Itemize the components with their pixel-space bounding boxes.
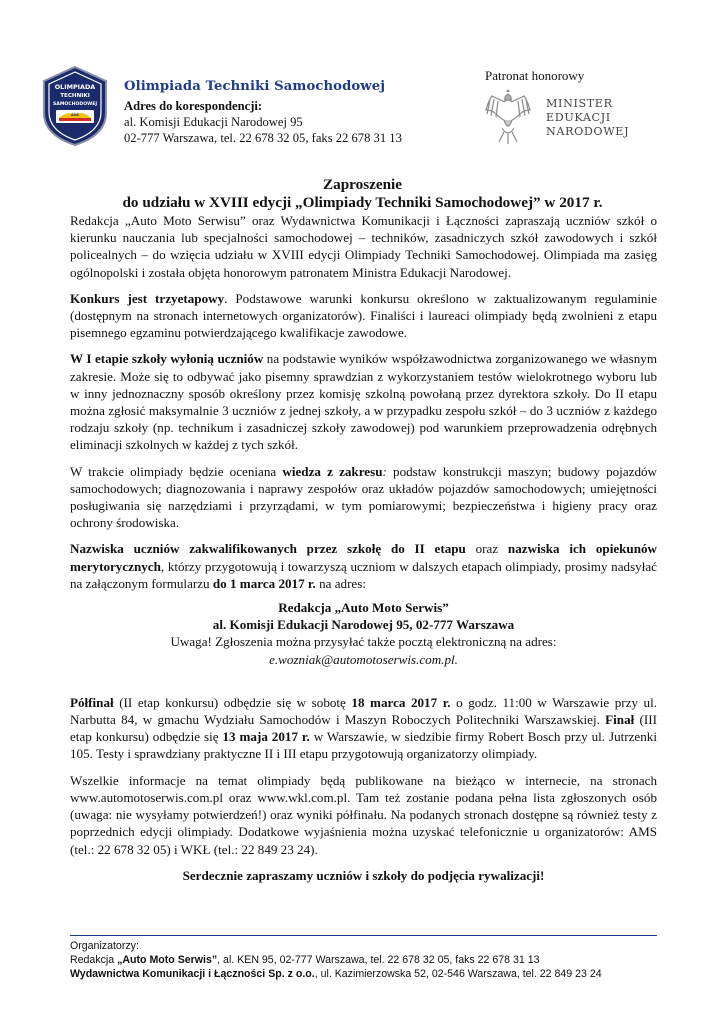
minister-line-1: MINISTER <box>546 97 613 110</box>
dates-text-2: o godz. 11:00 w Warszawie przy ul. Narbutta 84, w gmachu Wydziału Samochodów i Maszyn Roboczych Politechniki Warszawskiej. <box>70 694 658 728</box>
minister-line-2: EDUKACJI <box>546 111 611 124</box>
address-line-2: 02-777 Warszawa, tel. 22 678 32 05, faks 22 678 31 13 <box>124 131 402 145</box>
eagle-emblem-icon <box>482 88 534 146</box>
paragraph-knowledge <box>70 463 657 532</box>
org-title: Olimpiada Techniki Samochodowej <box>124 79 386 94</box>
knowledge-colon: : <box>382 463 387 479</box>
submission-bold-1: Nazwiska uczniów zakwalifikowanych przez szkołę do II etapu <box>70 541 466 557</box>
footer-divider <box>70 935 657 936</box>
knowledge-pre: W trakcie olimpiady będzie oceniana <box>70 463 283 479</box>
submission-email-link[interactable]: e.wozniak@automotoserwis.com.pl. <box>269 651 458 667</box>
semifinal-date: 18 marca 2017 r. <box>351 694 451 710</box>
submission-address-line-1: Redakcja „Auto Moto Serwis” <box>278 600 449 616</box>
logo-text-3: SAMOCHODOWEJ <box>52 102 98 107</box>
title-line-2: do udziału w XVIII edycji „Olimpiady Techniki Samochodowej” w 2017 r. <box>122 194 603 211</box>
correspondence-address <box>124 98 402 146</box>
submission-mid-2: , którzy przygotowują i towarzyszą uczniom w dalszych etapach olimpiady, prosimy nadsyłać na załączonym formularzu <box>70 558 657 591</box>
submission-address-line-2: al. Komisji Edukacji Narodowej 95, 02-777 Warszawa <box>212 617 515 633</box>
svg-text:AMS: AMS <box>71 113 79 117</box>
paragraph-dates <box>70 694 657 763</box>
patron-label: Patronat honorowy <box>485 68 585 83</box>
address-line-1: al. Komisji Edukacji Narodowej 95 <box>124 115 303 129</box>
minister-text <box>546 97 629 139</box>
olympiad-logo <box>40 65 110 147</box>
first-stage-text: na podstawie wyników współzawodnictwa zorganizowanego we własnym zakresie. Może się to odbywać jako pisemny sprawdzian z wykorzystaniem testów wielokrotnego wyboru lub w inny jednoznaczny sposób określony przez komisję szkolną powołaną przez dyrektora szkoły. Do II etapu można zgłosić maksymalnie 3 uczniów z jednej szkoły, a w przypadku zespołu szkół – do 3 uczniów z każdego rodzaju szkoły (np. technikum i zasadniczej szkoły zawodowej) pod warunkiem przeprowadzenia odrębnych eliminacji szkolnych w każdej z tych szkół. <box>70 351 657 453</box>
semifinal-bold: Półfinał <box>70 694 114 710</box>
knowledge-bold: wiedza z zakresu <box>282 463 383 479</box>
footer-line-2 <box>70 967 710 981</box>
final-bold: Finał <box>605 712 635 728</box>
submission-deadline: do 1 marca 2017 r. <box>212 575 316 591</box>
submission-bold-2: nazwiska ich opiekunów merytorycznych <box>70 541 658 574</box>
submission-address-block <box>70 599 657 668</box>
footer-line-1 <box>70 953 710 967</box>
document-title <box>0 176 725 212</box>
knowledge-text: podstaw konstrukcji maszyn; budowy pojazdów samochodowych; diagnozowania i naprawy zespołów oraz układów pojazdów samochodowych; umiejętności posługiwania się narzędziami i przyrządami, w tym pomiarowymi; bezpieczeństwa i higieny pracy oraz ochrony środowiska. <box>70 463 657 531</box>
first-stage-bold: W I etapie szkoły wyłonią uczniów <box>70 351 264 367</box>
dates-text-4: w Warszawie, w siedzibie firmy Robert Bosch przy ul. Jutrzenki 105. Testy i sprawdziany praktyczne II i III etapu przygotowują organizatorzy olimpiady. <box>70 729 657 762</box>
paragraph-information: Wszelkie informacje na temat olimpiady będą publikowane na bieżąco w internecie, na stronach www.automotoserwis.com.pl oraz www.wkl.com.pl. Tam też zostanie podana pełna lista zgłoszonych osób (uwaga: nie wysyłamy potwierdzeń!) oraz wyniki półfinału. Na podanych stronach dostępne są również testy z poprzednich edycji olimpiady. Dodatkowe wyjaśnienia można uzyskać telefonicznie u organizatorów: AMS (tel.: 22 678 32 05) i WKŁ (tel.: 22 849 23 24). <box>70 772 657 857</box>
paragraph-first-stage <box>70 350 657 453</box>
paragraph-submission <box>70 540 657 592</box>
closing-line: Serdecznie zapraszamy uczniów i szkoły do podjęcia rywalizacji! <box>182 867 545 883</box>
paragraph-intro: Redakcja „Auto Moto Serwisu” oraz Wydawnictwa Komunikacji i Łączności zapraszają uczniów szkół o kierunku nauczania lub specjalności samochodowej – techników, zasadniczych szkół zawodowych i szkół policealnych – do wzięcia udziału w XVIII edycji Olimpiady Techniki Samochodowej. Olimpiada ma zasięg ogólnopolski i została objęta honorowym patronatem Ministra Edukacji Narodowej. <box>70 213 657 280</box>
footer-l1-rest: , al. KEN 95, 02-777 Warszawa, tel. 22 678 32 05, faks 22 678 31 13 <box>217 954 540 966</box>
footer-l1-pre: Redakcja <box>70 954 118 966</box>
address-label: Adres do korespondencji: <box>124 99 263 113</box>
stages-text: . Podstawowe warunki konkursu określono w zaktualizowanym regulaminie (dostępnym na stronach internetowych organizatorów). Finaliści i laureaci olimpiady będą zwolnieni z etapu pisemnego egzaminu potwierdzającego kwalifikacje zawodowe. <box>70 290 658 341</box>
final-date: 13 maja 2017 r. <box>222 729 310 745</box>
email-note: Uwaga! Zgłoszenia można przysyłać także pocztą elektroniczną na adres: <box>170 634 557 650</box>
footer-organizers <box>70 939 710 981</box>
logo-text-1: OLIMPIADA <box>54 83 96 91</box>
letter-body <box>70 212 657 893</box>
stages-bold: Konkurs jest trzyetapowy <box>70 290 225 306</box>
paragraph-stages <box>70 290 657 342</box>
dates-text-1: (II etap konkursu) odbędzie się w sobotę <box>113 694 352 710</box>
submission-end: na adres: <box>315 575 366 591</box>
logo-text-2: TECHNIKI <box>60 93 90 99</box>
dates-text-3: (III etap konkursu) odbędzie się <box>70 712 657 745</box>
footer-l1-bold: „Auto Moto Serwis” <box>117 954 218 966</box>
footer-l2-rest: , ul. Kazimierzowska 52, 02-546 Warszawa, tel. 22 849 23 24 <box>314 968 602 980</box>
minister-line-3: NARODOWEJ <box>546 125 630 138</box>
submission-mid-1: oraz <box>465 541 508 557</box>
title-line-1: Zaproszenie <box>322 176 403 193</box>
footer-l2-bold: Wydawnictwa Komunikacji i Łączności Sp. z o.o. <box>70 968 315 980</box>
footer-label: Organizatorzy: <box>70 940 139 952</box>
